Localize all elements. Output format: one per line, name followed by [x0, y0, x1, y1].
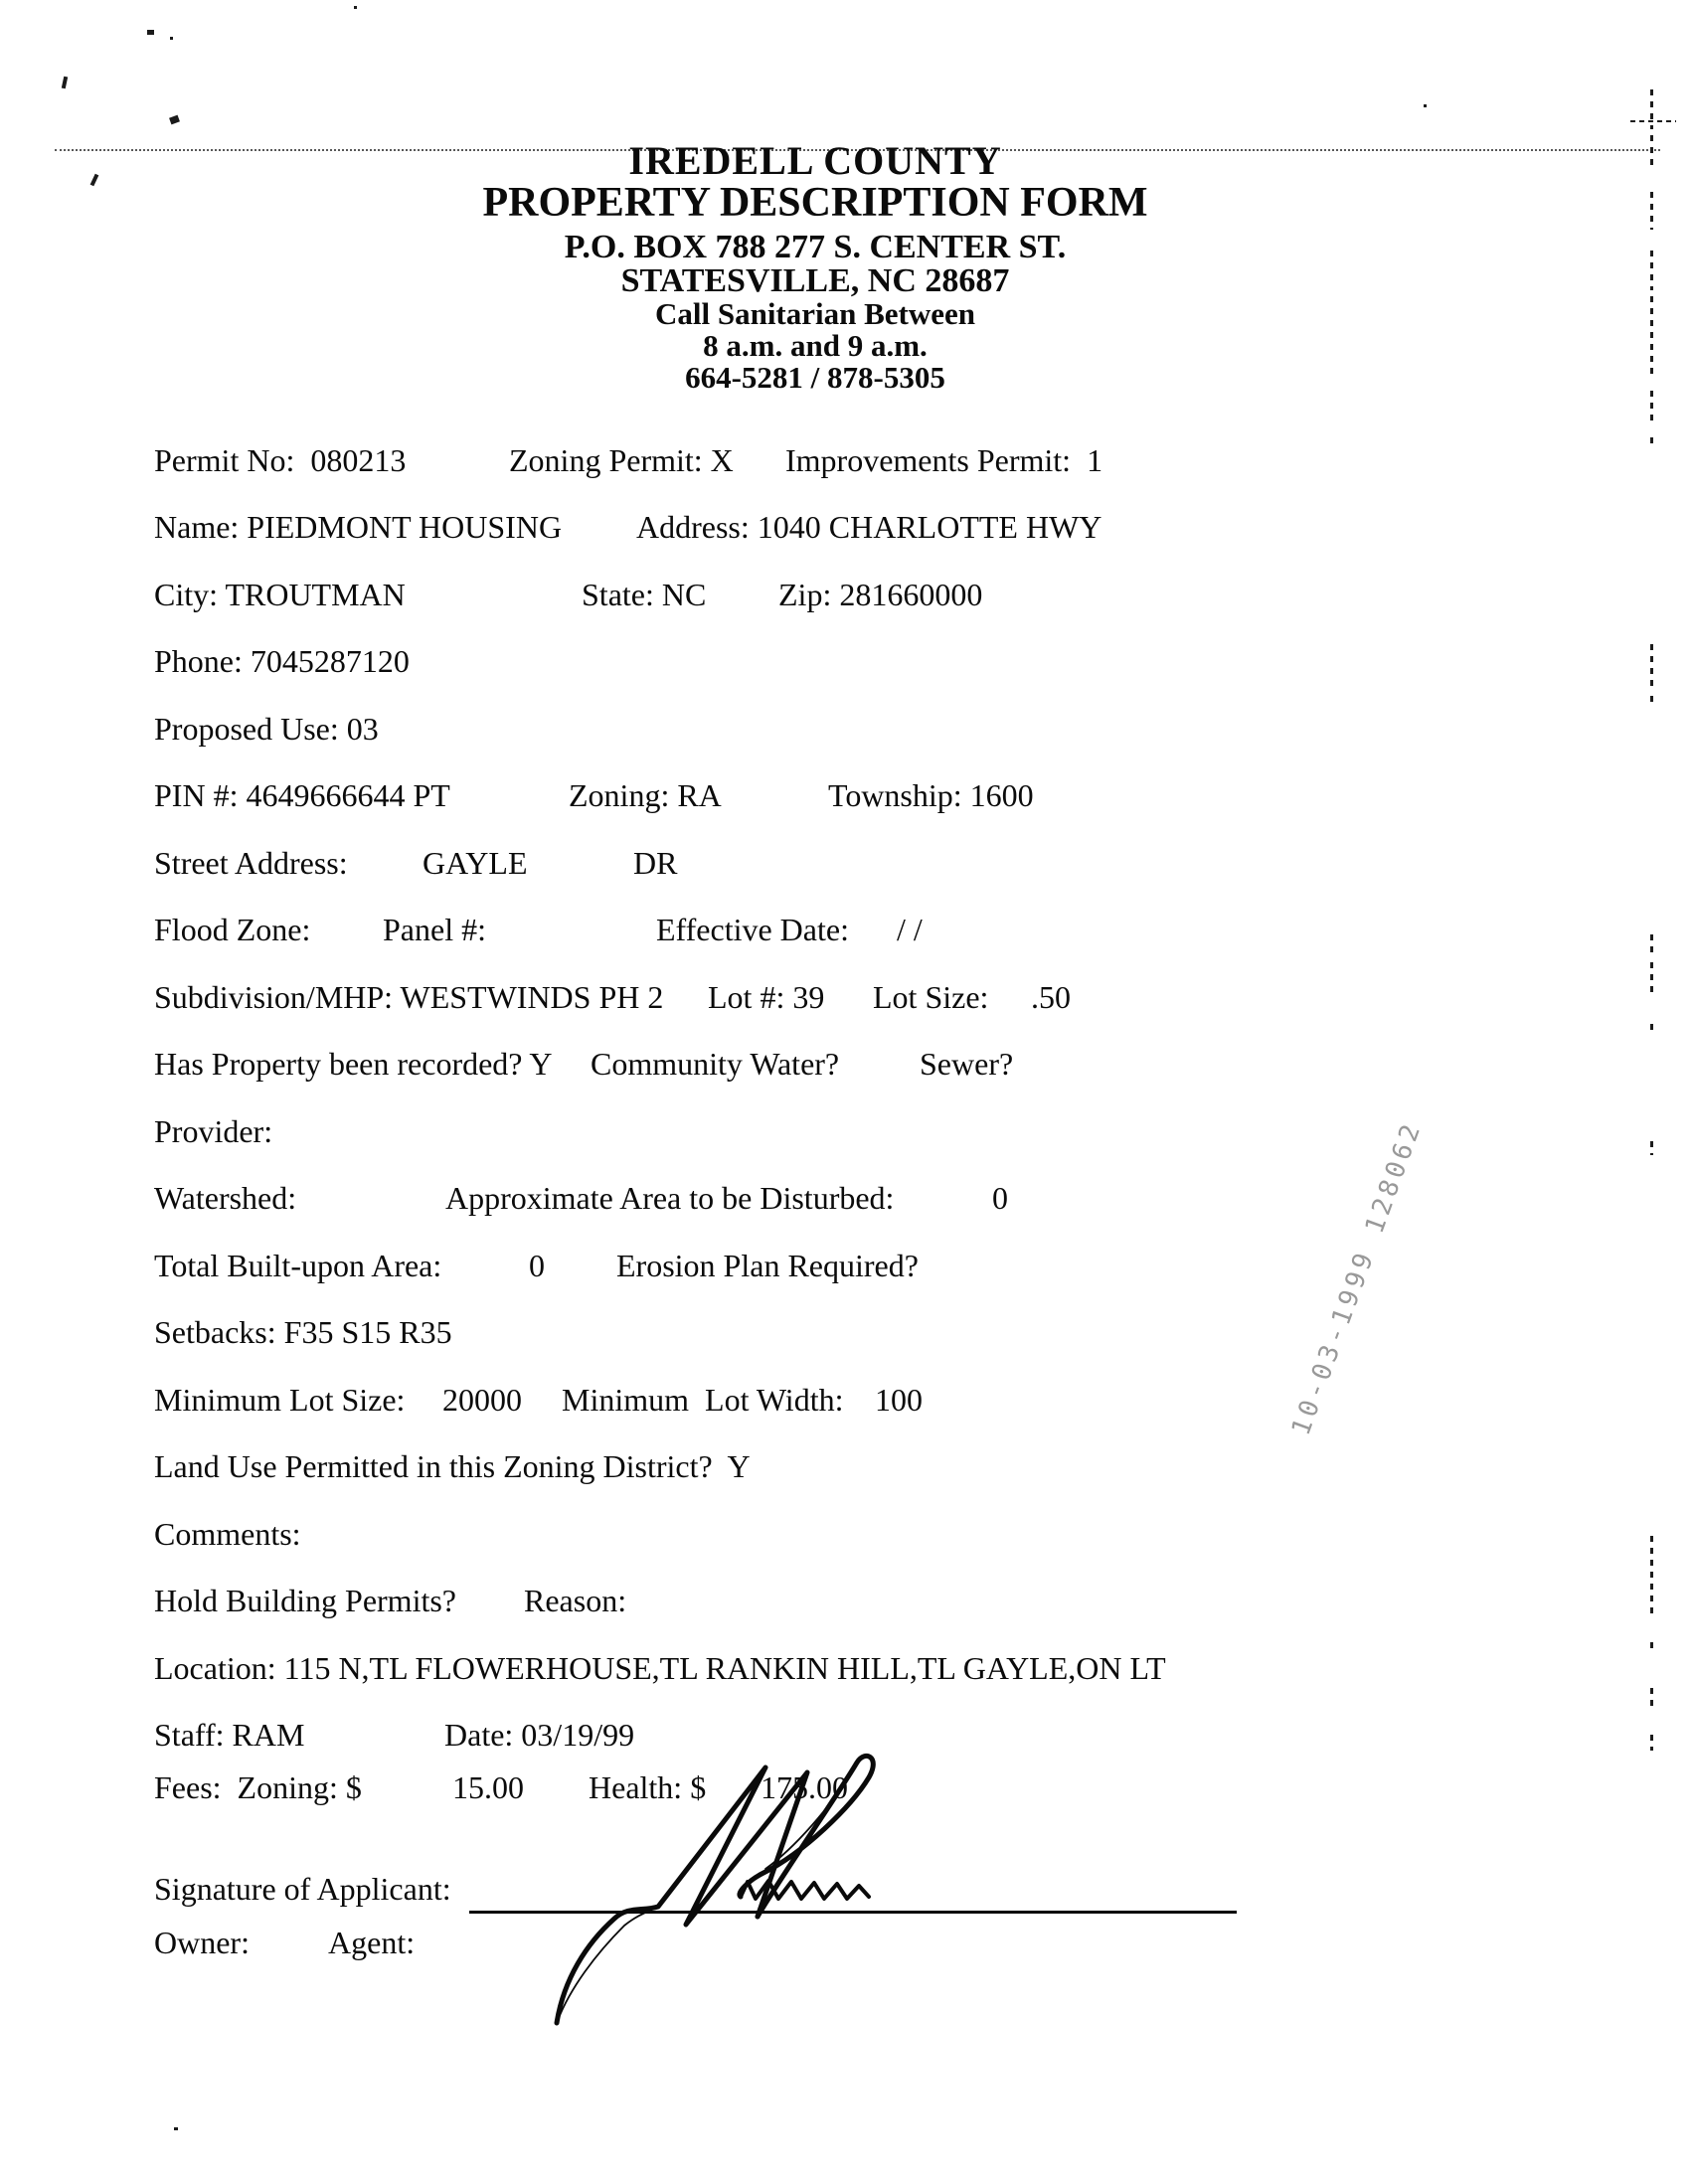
min-lot-size-value: 20000 — [442, 1382, 522, 1418]
city: City: TROUTMAN — [154, 577, 406, 612]
setbacks-row — [0, 1314, 1694, 1354]
scan-artifact-edge-dash — [1650, 89, 1653, 129]
flood-zone: Flood Zone: — [154, 912, 311, 947]
built-upon-value: 0 — [529, 1248, 545, 1283]
watershed: Watershed: — [154, 1180, 297, 1216]
flood-row — [0, 912, 1694, 951]
lot-number: Lot #: 39 — [708, 979, 825, 1015]
zoning-permit: Zoning Permit: X — [509, 442, 734, 478]
built-upon-row — [0, 1248, 1694, 1287]
signature-of-applicant-label: Signature of Applicant: — [154, 1871, 451, 1907]
scan-artifact-speck — [354, 6, 357, 9]
scan-artifact-edge-dash — [1650, 1688, 1653, 1712]
proposed-use: Proposed Use: 03 — [154, 711, 379, 747]
phone: Phone: 7045287120 — [154, 643, 410, 679]
minimum-row — [0, 1382, 1694, 1422]
scan-artifact-edge-dash — [1650, 192, 1653, 230]
address: Address: 1040 CHARLOTTE HWY — [636, 509, 1102, 545]
street-name: GAYLE — [423, 845, 528, 881]
township: Township: 1600 — [828, 777, 1034, 813]
area-disturbed-value: 0 — [992, 1180, 1008, 1216]
min-lot-width-value: 100 — [875, 1382, 923, 1418]
staff: Staff: RAM — [154, 1717, 305, 1753]
location: Location: 115 N,TL FLOWERHOUSE,TL RANKIN HILL,TL GAYLE,ON LT — [154, 1650, 1166, 1686]
comments-row — [0, 1516, 1694, 1556]
reason: Reason: — [524, 1583, 627, 1618]
sewer: Sewer? — [920, 1046, 1014, 1082]
built-upon-label: Total Built-upon Area: — [154, 1248, 442, 1283]
property-recorded: Has Property been recorded? Y — [154, 1046, 553, 1082]
scan-artifact-edge-dash — [1650, 391, 1653, 424]
applicant-signature-scrawl — [537, 1748, 915, 2046]
scan-artifact-edge-dash — [1650, 251, 1653, 290]
name-row — [0, 509, 1694, 549]
scan-artifact-speck — [1424, 104, 1427, 107]
sanitarian-note: Call Sanitarian Between — [654, 296, 976, 331]
hold-building-permits: Hold Building Permits? — [154, 1583, 456, 1618]
min-lot-width-label: Minimum Lot Width: — [562, 1382, 844, 1418]
zoning-fee: 15.00 — [452, 1769, 524, 1805]
health-fee-label: Health: $ — [589, 1769, 707, 1805]
phone-numbers: 664-5281 / 878-5305 — [685, 360, 945, 395]
land-use-row — [0, 1448, 1694, 1488]
permit-row — [0, 442, 1694, 482]
provider-row — [0, 1113, 1694, 1153]
hold-row — [0, 1583, 1694, 1622]
area-disturbed-label: Approximate Area to be Disturbed: — [445, 1180, 895, 1216]
city-row — [0, 577, 1694, 616]
pin-number: PIN #: 4649666644 PT — [154, 777, 450, 813]
zoning: Zoning: RA — [569, 777, 722, 813]
location-row — [0, 1650, 1694, 1690]
county-title: IREDELL COUNTY — [628, 138, 1002, 183]
owner-label: Owner: — [154, 1925, 250, 1960]
improvements-permit: Improvements Permit: 1 — [785, 442, 1103, 478]
street-address-label: Street Address: — [154, 845, 348, 881]
scan-artifact-edge-dash — [1650, 696, 1653, 704]
provider: Provider: — [154, 1113, 273, 1149]
street-type: DR — [633, 845, 678, 881]
erosion-plan: Erosion Plan Required? — [616, 1248, 919, 1283]
scan-artifact-edge-dash — [1650, 135, 1653, 165]
scan-artifact-edge-dash — [1650, 1024, 1653, 1032]
scan-artifact-edge-dash — [1650, 296, 1653, 380]
land-use-permitted: Land Use Permitted in this Zoning District? Y — [154, 1448, 751, 1484]
subdivision-row — [0, 979, 1694, 1019]
agent-label: Agent: — [328, 1925, 416, 1960]
scan-artifact-cross-dash — [1630, 120, 1676, 122]
state: State: NC — [582, 577, 707, 612]
form-title: PROPERTY DESCRIPTION FORM — [482, 180, 1148, 226]
scan-artifact-speck — [147, 30, 154, 35]
proposed-use-row — [0, 711, 1694, 751]
city-state-zip: STATESVILLE, NC 28687 — [620, 262, 1010, 299]
permit-no: Permit No: 080213 — [154, 442, 407, 478]
recorded-row — [0, 1046, 1694, 1086]
pin-row — [0, 777, 1694, 817]
community-water: Community Water? — [591, 1046, 840, 1082]
comments: Comments: — [154, 1516, 301, 1552]
lot-size-label: Lot Size: — [873, 979, 989, 1015]
scan-artifact-speck — [62, 77, 68, 89]
date-stamp: 10-03-1999 128062 — [1285, 1116, 1429, 1439]
effective-date: Effective Date: — [656, 912, 849, 947]
watershed-row — [0, 1180, 1694, 1220]
fees-zoning-label: Fees: Zoning: $ — [154, 1769, 362, 1805]
scan-artifact-speck — [169, 115, 180, 125]
min-lot-size-label: Minimum Lot Size: — [154, 1382, 406, 1418]
lot-size-value: .50 — [1031, 979, 1071, 1015]
phone-row — [0, 643, 1694, 683]
health-fee: 175.00 — [761, 1769, 848, 1805]
scan-artifact-speck — [170, 37, 173, 40]
scan-artifact-speck — [90, 174, 99, 187]
date: Date: 03/19/99 — [444, 1717, 635, 1753]
sanitarian-hours: 8 a.m. and 9 a.m. — [703, 328, 928, 363]
subdivision: Subdivision/MHP: WESTWINDS PH 2 — [154, 979, 664, 1015]
effective-date-value: / / — [897, 912, 923, 947]
po-box-address: P.O. BOX 788 277 S. CENTER ST. — [564, 229, 1067, 265]
panel-number: Panel #: — [383, 912, 486, 947]
zip: Zip: 281660000 — [778, 577, 983, 612]
scan-artifact-edge-dash — [1650, 1642, 1653, 1650]
street-row — [0, 845, 1694, 885]
applicant-name: Name: PIEDMONT HOUSING — [154, 509, 563, 545]
setbacks: Setbacks: F35 S15 R35 — [154, 1314, 452, 1350]
scan-artifact-speck — [174, 2127, 178, 2130]
